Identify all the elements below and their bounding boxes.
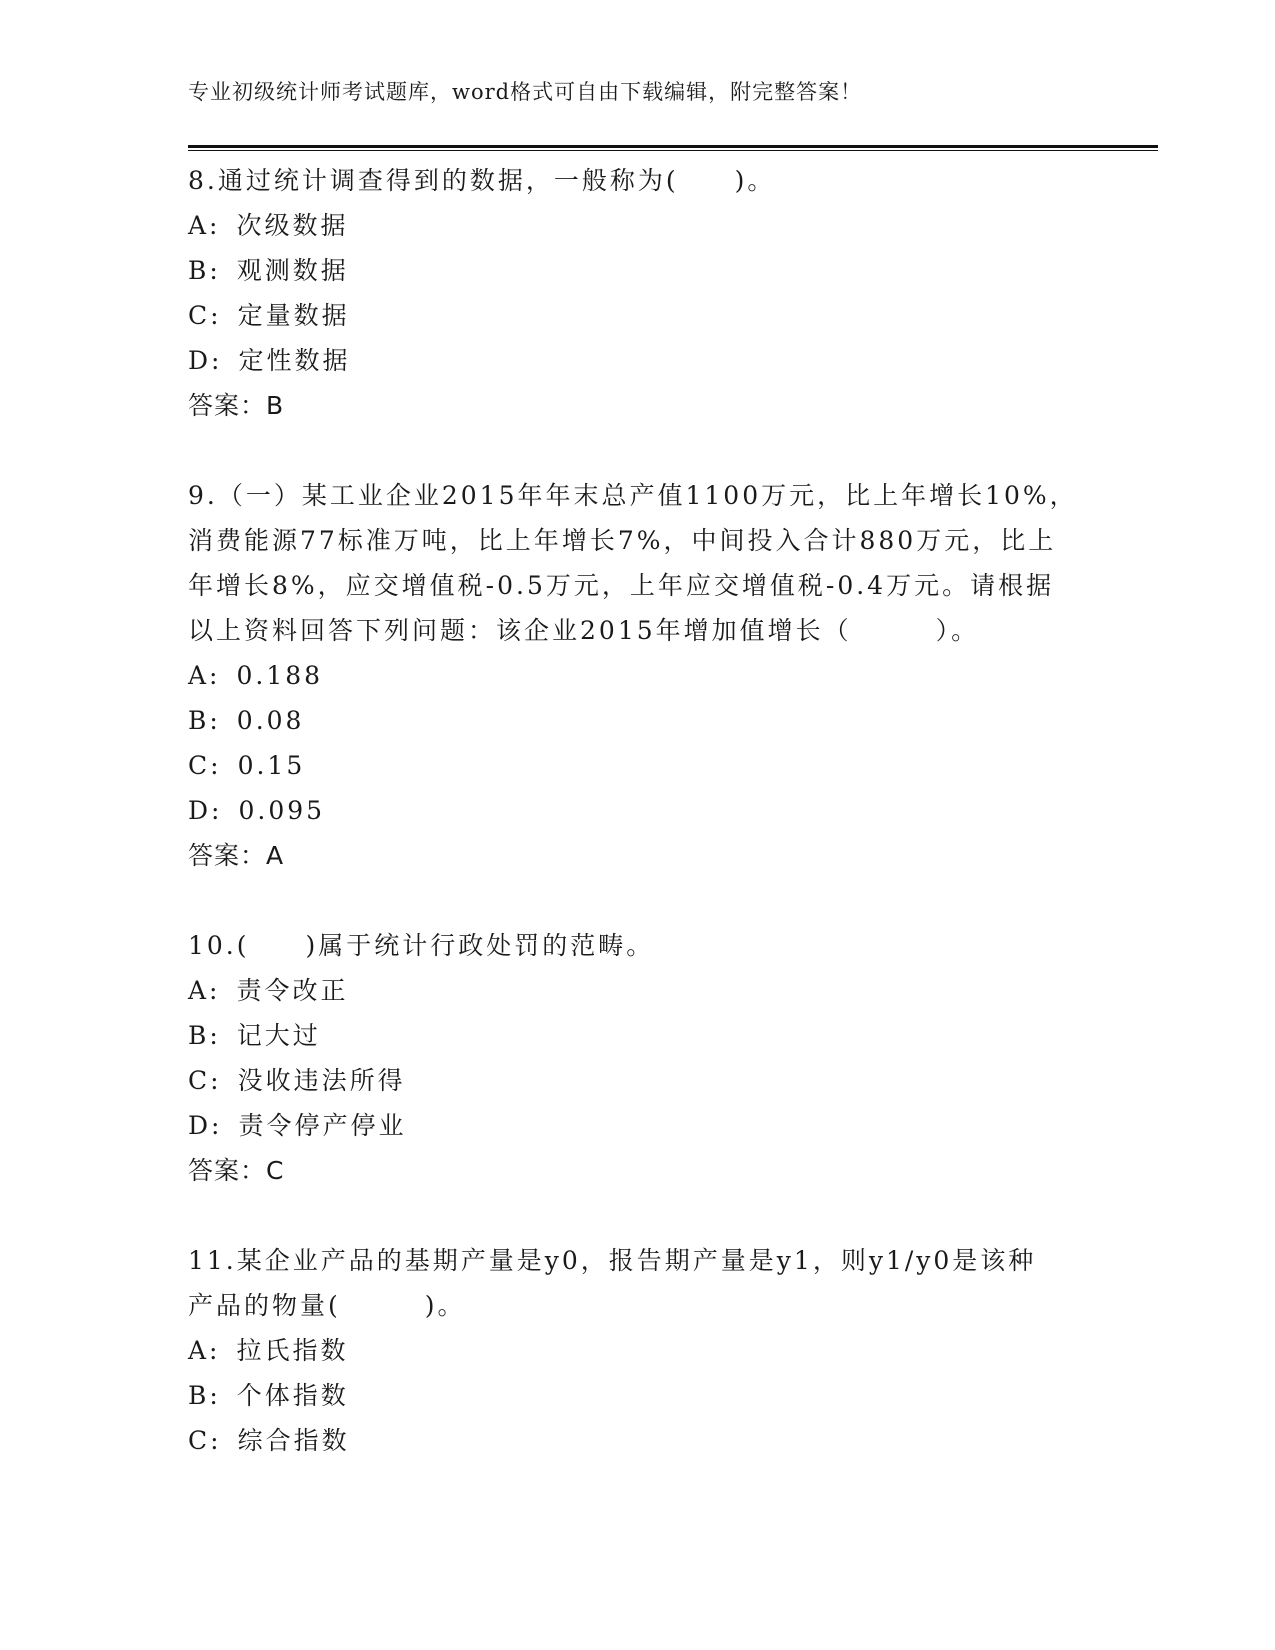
option-text: 记大过	[236, 1021, 321, 1050]
question-text: 消费能源77标准万吨，比上年增长7%，中间投入合计880万元，比上	[188, 526, 1057, 555]
page-header: 专业初级统计师考试题库，word格式可自由下载编辑，附完整答案！	[188, 80, 863, 104]
option-d	[188, 1103, 1088, 1148]
question-text: 年增长8%，应交增值税-0.5万元，上年应交增值税-0.4万元。请根据	[188, 571, 1055, 600]
option-a	[188, 653, 1088, 698]
question-text: 10.( )属于统计行政处罚的范畴。	[188, 931, 655, 960]
option-a	[188, 968, 1088, 1013]
option-key: B:	[188, 1021, 221, 1050]
question-text: 9.（一）某工业企业2015年年末总产值1100万元，比上年增长10%，	[188, 481, 1078, 510]
question-text: 以上资料回答下列问题：该企业2015年增加值增长（ ）。	[188, 616, 980, 645]
question-text: 产品的物量( )。	[188, 1291, 466, 1320]
option-text: 定量数据	[237, 301, 350, 330]
question-list	[188, 158, 1088, 1463]
option-text: 0.188	[236, 661, 324, 690]
option-text: 观测数据	[236, 256, 349, 285]
option-text: 没收违法所得	[237, 1066, 406, 1095]
option-text: 个体指数	[236, 1381, 349, 1410]
option-b	[188, 248, 1088, 293]
option-key: C:	[188, 301, 222, 330]
header-rule-thick	[188, 145, 1158, 148]
option-key: B:	[188, 706, 221, 735]
option-c	[188, 1418, 1088, 1463]
question-11	[188, 1238, 1088, 1463]
option-text: 责令改正	[236, 976, 349, 1005]
spacer	[188, 878, 1088, 923]
option-text: 综合指数	[237, 1426, 350, 1455]
option-a	[188, 1328, 1088, 1373]
spacer	[188, 428, 1088, 473]
question-10	[188, 923, 1088, 1193]
option-text: 0.15	[237, 751, 306, 780]
option-key: C:	[188, 1066, 222, 1095]
answer-line: 答案：A	[188, 841, 285, 870]
option-key: A:	[188, 661, 221, 690]
option-d	[188, 338, 1088, 383]
option-key: D:	[188, 1111, 223, 1140]
spacer	[188, 1193, 1088, 1238]
question-8	[188, 158, 1088, 428]
option-text: 拉氏指数	[236, 1336, 349, 1365]
question-text: 11.某企业产品的基期产量是y0，报告期产量是y1，则y1/y0是该种	[188, 1246, 1037, 1275]
option-key: B:	[188, 1381, 221, 1410]
header-rule-thin	[188, 150, 1158, 151]
answer-line: 答案：B	[188, 391, 285, 420]
question-9	[188, 473, 1088, 878]
option-d	[188, 788, 1088, 833]
option-text: 0.08	[236, 706, 305, 735]
option-key: C:	[188, 1426, 222, 1455]
option-c	[188, 293, 1088, 338]
option-text: 0.095	[238, 796, 326, 825]
option-key: A:	[188, 1336, 221, 1365]
answer-line: 答案：C	[188, 1156, 285, 1185]
option-c	[188, 1058, 1088, 1103]
option-key: D:	[188, 346, 223, 375]
option-text: 定性数据	[238, 346, 351, 375]
option-text: 次级数据	[236, 211, 349, 240]
option-key: C:	[188, 751, 222, 780]
option-c	[188, 743, 1088, 788]
question-text: 8.通过统计调查得到的数据，一般称为( )。	[188, 166, 776, 195]
option-text: 责令停产停业	[238, 1111, 407, 1140]
option-key: B:	[188, 256, 221, 285]
option-key: A:	[188, 211, 221, 240]
option-b	[188, 1013, 1088, 1058]
option-key: A:	[188, 976, 221, 1005]
option-b	[188, 1373, 1088, 1418]
option-key: D:	[188, 796, 223, 825]
option-b	[188, 698, 1088, 743]
option-a	[188, 203, 1088, 248]
